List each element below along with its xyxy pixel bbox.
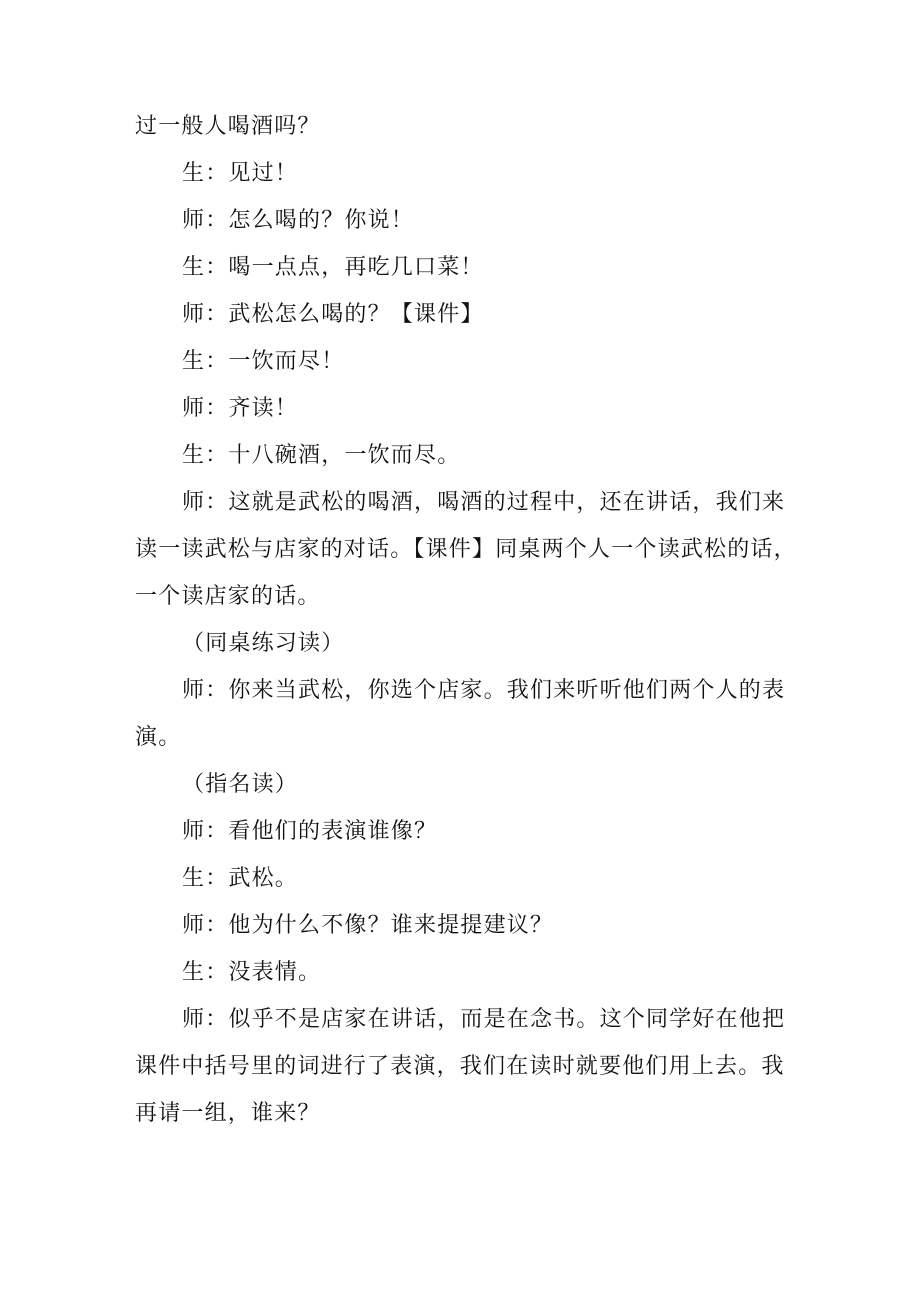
paragraph-line: 一个读店家的话。 (135, 584, 321, 609)
paragraph-line: 生：没表情。 (182, 960, 322, 985)
paragraph-line: 生：武松。 (182, 866, 299, 891)
document-body (135, 103, 795, 1137)
paragraph-line: 课件中括号里的词进行了表演，我们在读时就要他们用上去。我 (135, 1054, 785, 1079)
paragraph-line: （指名读） (182, 772, 299, 797)
paragraph-line: 师：怎么喝的？你说！ (182, 208, 415, 233)
paragraph-line: 师：齐读！ (182, 396, 299, 421)
paragraph-line: 师：他为什么不像？谁来提提建议？ (182, 913, 554, 938)
paragraph-line: 生：十八碗酒，一饮而尽。 (182, 443, 461, 468)
paragraph-line: 生：一饮而尽！ (182, 349, 345, 374)
paragraph-line: 师：似乎不是店家在讲话，而是在念书。这个同学好在他把 (182, 1007, 786, 1032)
paragraph-line: 师：这就是武松的喝酒，喝酒的过程中，还在讲话，我们来 (182, 490, 786, 515)
paragraph-line: 师：看他们的表演谁像？ (182, 819, 438, 844)
paragraph-line: 再请一组，谁来？ (135, 1101, 321, 1126)
paragraph-line: 师：武松怎么喝的？【课件】 (182, 302, 484, 327)
paragraph-line: （同桌练习读） (182, 631, 345, 656)
paragraph-line: 生：见过！ (182, 161, 299, 186)
paragraph-line: 生：喝一点点，再吃几口菜！ (182, 255, 484, 280)
paragraph-line: 师：你来当武松，你选个店家。我们来听听他们两个人的表 (182, 678, 786, 703)
paragraph-line: 读一读武松与店家的对话。【课件】同桌两个人一个读武松的话， (135, 537, 797, 562)
paragraph-line: 过一般人喝酒吗？ (135, 114, 321, 139)
paragraph-line: 演。 (135, 725, 182, 750)
